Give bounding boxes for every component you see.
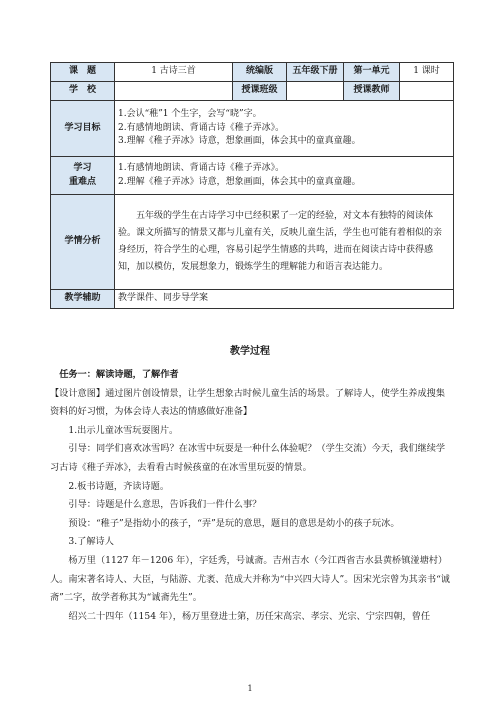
table-row-topic (51, 63, 454, 82)
body-paragraph: 2.板书诗题，齐读诗题。 (68, 480, 170, 492)
body-paragraph: 引导：同学们喜欢冰雪吗？在冰雪中玩耍是一种什么体验呢？（学生交流）今天，我们继续学习古诗《稚子弄冰》，去看看古时候孩童的在冰雪里玩耍的情景。 (50, 443, 446, 473)
body-paragraph: 绍兴二十四年（1154 年），杨万里登进士第，历任宋高宗、孝宗、光宗、宁宗四朝，曾任 (68, 610, 431, 622)
teacher-label: 授课教师 (344, 82, 400, 101)
goals-content (115, 101, 454, 157)
task-heading: 任务一：解读诗题，了解作者 (59, 369, 179, 380)
body-paragraph: 预设：“稚子”是指幼小的孩子，“弄”是玩的意思，题目的意思是幼小的孩子玩冰。 (68, 517, 400, 529)
goal-item: 3.理解《稚子弄冰》诗意，想象画面，体会其中的童真童趣。 (118, 136, 361, 147)
teacher-value (400, 82, 454, 101)
keypoints-label (51, 157, 115, 195)
table-row-aids (51, 290, 454, 309)
body-paragraph: 杨万里（1127 年－1206 年），字廷秀，号诚斋。吉州吉水（今江西省吉水县黄桥镇湴塘村）人。南宋著名诗人、大臣，与陆游、尤袤、范成大并称为“中兴四大诗人”。因宋光宗曾为其亲书“诚斋”二字，故学者称其为“诚斋先生”。 (50, 554, 450, 604)
body-paragraph: 3.了解诗人 (68, 536, 114, 548)
aids-content: 教学课件、同步导学案 (115, 290, 454, 309)
analysis-content: 五年级的学生在古诗学习中已经积累了一定的经验，对文本有独特的阅读体验。课文所描写的情景又都与儿童有关，反映儿童生活，学生也可能有着相似的亲身经历，符合学生的心理，容易引起学生情感的共鸣，进而在阅读古诗中获得感知，加以模仿，发展想象力，锻炼学生的理解能力和语言表达能力。 (115, 195, 454, 290)
topic-label: 课 题 (51, 63, 115, 82)
edition-cell: 统编版 (233, 63, 287, 82)
keypoint-item: 1.有感情地朗读、背诵古诗《稚子弄冰》。 (118, 163, 285, 173)
goal-item: 2.有感情地朗读、背诵古诗《稚子弄冰》。 (118, 122, 285, 133)
class-label: 授课班级 (233, 82, 287, 101)
class-value (287, 82, 344, 101)
school-value (115, 82, 233, 101)
topic-value: 1 古诗三首 (115, 63, 233, 82)
body-paragraph: 引导：诗题是什么意思，告诉我们一件什么事？ (68, 499, 262, 511)
grade-cell: 五年级下册 (287, 63, 344, 82)
page-number: 1 (247, 684, 253, 693)
process-body (50, 366, 453, 626)
keypoints-label-line1: 学习 (73, 163, 92, 173)
aids-label: 教学辅助 (51, 290, 115, 309)
analysis-label: 学情分析 (51, 195, 115, 290)
table-row-school (51, 82, 454, 101)
table-row-analysis (51, 195, 454, 290)
keypoints-label-line2: 重难点 (68, 176, 96, 187)
body-paragraph: 1.出示儿童冰雪玩耍图片。 (68, 424, 179, 436)
hours-cell: 1 课时 (400, 63, 454, 82)
goals-label: 学习目标 (51, 101, 115, 157)
keypoint-item: 2.理解《稚子弄冰》诗意，想象画面，体会其中的童真童趣。 (118, 176, 361, 187)
lesson-plan-table (50, 62, 454, 309)
table-row-goals (51, 101, 454, 157)
keypoints-content (115, 157, 454, 195)
school-label: 学 校 (51, 82, 115, 101)
process-title: 教学过程 (230, 346, 270, 357)
unit-cell: 第一单元 (344, 63, 400, 82)
table-row-keypoints (51, 157, 454, 195)
design-intent-paragraph: 【设计意图】通过图片创设情景，让学生想象古时候儿童生活的场景。了解诗人，使学生养成搜集资料的好习惯，为体会诗人表达的情感做好准备】 (50, 387, 446, 418)
goal-item: 1.会认“稚”1 个生字，会写“晓”字。 (118, 109, 262, 120)
